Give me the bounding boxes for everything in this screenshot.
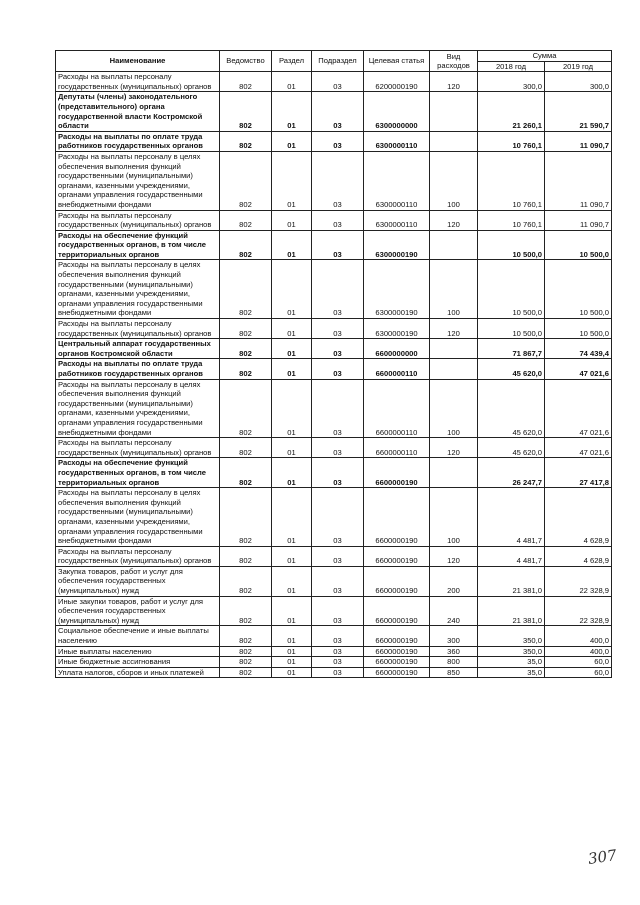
- cell-type: [430, 339, 478, 359]
- cell-target: 6600000190: [364, 626, 430, 646]
- cell-y2: 60,0: [545, 667, 612, 678]
- cell-target: 6600000190: [364, 646, 430, 657]
- cell-target: 6300000110: [364, 210, 430, 230]
- cell-y2: 22 328,9: [545, 596, 612, 626]
- cell-target: 6200000190: [364, 72, 430, 92]
- table-row: [56, 260, 612, 319]
- col-header-sum: Сумма: [478, 51, 612, 62]
- cell-y1: 45 620,0: [478, 379, 545, 438]
- cell-y2: 11 090,7: [545, 131, 612, 151]
- cell-name: Расходы на выплаты персоналу государственных (муниципальных) органов: [56, 210, 220, 230]
- cell-sec: 01: [272, 667, 312, 678]
- col-header-dept: Ведомство: [220, 51, 272, 72]
- cell-name: Расходы на выплаты по оплате труда работников государственных органов: [56, 131, 220, 151]
- cell-type: [430, 92, 478, 131]
- table-row: [56, 359, 612, 379]
- cell-name: Расходы на выплаты персоналу государственных (муниципальных) органов: [56, 546, 220, 566]
- page-number: 307: [586, 846, 618, 868]
- cell-sub: 03: [312, 210, 364, 230]
- cell-y2: 10 500,0: [545, 230, 612, 260]
- cell-sec: 01: [272, 210, 312, 230]
- cell-sub: 03: [312, 626, 364, 646]
- cell-target: 6300000000: [364, 92, 430, 131]
- cell-y1: 35,0: [478, 667, 545, 678]
- cell-y2: 21 590,7: [545, 92, 612, 131]
- cell-name: Иные выплаты населению: [56, 646, 220, 657]
- cell-sub: 03: [312, 260, 364, 319]
- cell-dept: 802: [220, 230, 272, 260]
- cell-dept: 802: [220, 260, 272, 319]
- cell-target: 6600000190: [364, 596, 430, 626]
- cell-name: Расходы на выплаты персоналу государственных (муниципальных) органов: [56, 319, 220, 339]
- cell-y1: 26 247,7: [478, 458, 545, 488]
- cell-type: 100: [430, 260, 478, 319]
- cell-y1: 300,0: [478, 72, 545, 92]
- cell-sub: 03: [312, 230, 364, 260]
- table-row: [56, 657, 612, 668]
- table-row: [56, 210, 612, 230]
- cell-dept: 802: [220, 92, 272, 131]
- cell-name: Иные закупки товаров, работ и услуг для обеспечения государственных (муниципальных) нужд: [56, 596, 220, 626]
- cell-type: 120: [430, 546, 478, 566]
- cell-dept: 802: [220, 626, 272, 646]
- cell-y2: 22 328,9: [545, 566, 612, 596]
- cell-type: 240: [430, 596, 478, 626]
- table-row: [56, 667, 612, 678]
- cell-y1: 350,0: [478, 626, 545, 646]
- cell-y1: 10 760,1: [478, 151, 545, 210]
- cell-sec: 01: [272, 72, 312, 92]
- cell-sec: 01: [272, 488, 312, 547]
- cell-type: [430, 230, 478, 260]
- cell-name: Иные бюджетные ассигнования: [56, 657, 220, 668]
- cell-type: 100: [430, 151, 478, 210]
- cell-y1: 350,0: [478, 646, 545, 657]
- cell-y2: 47 021,6: [545, 359, 612, 379]
- table-body: [56, 72, 612, 678]
- cell-y1: 35,0: [478, 657, 545, 668]
- table-row: [56, 339, 612, 359]
- cell-target: 6300000190: [364, 260, 430, 319]
- cell-name: Расходы на обеспечение функций государственных органов, в том числе территориальных органов: [56, 458, 220, 488]
- table-row: [56, 646, 612, 657]
- cell-type: 120: [430, 438, 478, 458]
- cell-sec: 01: [272, 92, 312, 131]
- cell-sub: 03: [312, 339, 364, 359]
- cell-target: 6300000190: [364, 319, 430, 339]
- cell-sec: 01: [272, 566, 312, 596]
- cell-y1: 21 260,1: [478, 92, 545, 131]
- col-header-year-2018: 2018 год: [478, 61, 545, 72]
- table-row: [56, 546, 612, 566]
- col-header-target: Целевая статья: [364, 51, 430, 72]
- cell-sec: 01: [272, 319, 312, 339]
- cell-dept: 802: [220, 566, 272, 596]
- table-row: [56, 566, 612, 596]
- cell-sub: 03: [312, 131, 364, 151]
- table-row: [56, 626, 612, 646]
- cell-dept: 802: [220, 488, 272, 547]
- header-row: [56, 51, 612, 62]
- cell-dept: 802: [220, 319, 272, 339]
- cell-y1: 4 481,7: [478, 488, 545, 547]
- cell-name: Расходы на выплаты персоналу государственных (муниципальных) органов: [56, 72, 220, 92]
- cell-target: 6600000190: [364, 546, 430, 566]
- cell-target: 6600000190: [364, 667, 430, 678]
- cell-target: 6300000110: [364, 131, 430, 151]
- cell-dept: 802: [220, 72, 272, 92]
- cell-sub: 03: [312, 657, 364, 668]
- cell-dept: 802: [220, 458, 272, 488]
- col-header-section: Раздел: [272, 51, 312, 72]
- col-header-name: Наименование: [56, 51, 220, 72]
- cell-y1: 10 760,1: [478, 131, 545, 151]
- cell-y1: 10 760,1: [478, 210, 545, 230]
- cell-y2: 400,0: [545, 626, 612, 646]
- cell-sec: 01: [272, 657, 312, 668]
- col-header-subsection: Подраздел: [312, 51, 364, 72]
- table-row: [56, 319, 612, 339]
- budget-table-container: [55, 50, 611, 678]
- cell-sub: 03: [312, 596, 364, 626]
- cell-sec: 01: [272, 379, 312, 438]
- cell-y1: 45 620,0: [478, 359, 545, 379]
- cell-type: 100: [430, 488, 478, 547]
- cell-sub: 03: [312, 546, 364, 566]
- cell-y1: 71 867,7: [478, 339, 545, 359]
- cell-target: 6600000000: [364, 339, 430, 359]
- cell-target: 6600000190: [364, 566, 430, 596]
- cell-y2: 74 439,4: [545, 339, 612, 359]
- cell-sec: 01: [272, 546, 312, 566]
- cell-target: 6600000110: [364, 438, 430, 458]
- cell-y2: 10 500,0: [545, 260, 612, 319]
- table-row: [56, 379, 612, 438]
- cell-target: 6300000110: [364, 151, 430, 210]
- table-row: [56, 72, 612, 92]
- cell-sec: 01: [272, 151, 312, 210]
- cell-target: 6600000190: [364, 488, 430, 547]
- cell-sub: 03: [312, 667, 364, 678]
- cell-name: Уплата налогов, сборов и иных платежей: [56, 667, 220, 678]
- cell-sec: 01: [272, 230, 312, 260]
- cell-name: Депутаты (члены) законодательного (представительного) органа государственной власти Костромской области: [56, 92, 220, 131]
- cell-dept: 802: [220, 438, 272, 458]
- cell-dept: 802: [220, 339, 272, 359]
- table-row: [56, 458, 612, 488]
- budget-table: [55, 50, 612, 678]
- cell-type: 800: [430, 657, 478, 668]
- cell-sec: 01: [272, 359, 312, 379]
- col-header-exptype: Вид расходов: [430, 51, 478, 72]
- cell-y2: 47 021,6: [545, 379, 612, 438]
- cell-type: 120: [430, 210, 478, 230]
- cell-y1: 45 620,0: [478, 438, 545, 458]
- cell-y2: 27 417,8: [545, 458, 612, 488]
- cell-sub: 03: [312, 566, 364, 596]
- cell-name: Расходы на выплаты персоналу в целях обеспечения выполнения функций государственными (муниципальными) органами, казенными учреждениями, органами управления государственными внебюджетными фондами: [56, 488, 220, 547]
- cell-sub: 03: [312, 458, 364, 488]
- cell-target: 6600000190: [364, 458, 430, 488]
- cell-sec: 01: [272, 596, 312, 626]
- cell-dept: 802: [220, 646, 272, 657]
- cell-dept: 802: [220, 596, 272, 626]
- cell-sub: 03: [312, 359, 364, 379]
- cell-sec: 01: [272, 626, 312, 646]
- cell-sub: 03: [312, 438, 364, 458]
- cell-y2: 4 628,9: [545, 488, 612, 547]
- cell-sub: 03: [312, 379, 364, 438]
- cell-dept: 802: [220, 131, 272, 151]
- cell-y1: 4 481,7: [478, 546, 545, 566]
- cell-y2: 300,0: [545, 72, 612, 92]
- cell-name: Социальное обеспечение и иные выплаты населению: [56, 626, 220, 646]
- cell-y2: 400,0: [545, 646, 612, 657]
- table-row: [56, 151, 612, 210]
- cell-type: 120: [430, 72, 478, 92]
- cell-name: Закупка товаров, работ и услуг для обеспечения государственных (муниципальных) нужд: [56, 566, 220, 596]
- cell-type: 200: [430, 566, 478, 596]
- cell-type: 120: [430, 319, 478, 339]
- cell-name: Расходы на выплаты персоналу в целях обеспечения выполнения функций государственными (муниципальными) органами, казенными учреждениями, органами управления государственными внебюджетными фондами: [56, 379, 220, 438]
- table-row: [56, 488, 612, 547]
- cell-y1: 10 500,0: [478, 319, 545, 339]
- cell-name: Расходы на выплаты персоналу государственных (муниципальных) органов: [56, 438, 220, 458]
- cell-y1: 10 500,0: [478, 230, 545, 260]
- cell-sub: 03: [312, 72, 364, 92]
- cell-dept: 802: [220, 667, 272, 678]
- cell-dept: 802: [220, 359, 272, 379]
- cell-sub: 03: [312, 488, 364, 547]
- table-row: [56, 92, 612, 131]
- cell-y2: 47 021,6: [545, 438, 612, 458]
- cell-type: 850: [430, 667, 478, 678]
- cell-name: Расходы на обеспечение функций государственных органов, в том числе территориальных органов: [56, 230, 220, 260]
- cell-y2: 10 500,0: [545, 319, 612, 339]
- table-row: [56, 438, 612, 458]
- cell-y2: 4 628,9: [545, 546, 612, 566]
- cell-type: [430, 359, 478, 379]
- table-row: [56, 131, 612, 151]
- cell-name: Расходы на выплаты по оплате труда работников государственных органов: [56, 359, 220, 379]
- cell-y2: 11 090,7: [545, 210, 612, 230]
- cell-y2: 60,0: [545, 657, 612, 668]
- cell-type: [430, 131, 478, 151]
- cell-dept: 802: [220, 546, 272, 566]
- cell-type: 360: [430, 646, 478, 657]
- cell-sec: 01: [272, 131, 312, 151]
- cell-sec: 01: [272, 438, 312, 458]
- cell-name: Центральный аппарат государственных органов Костромской области: [56, 339, 220, 359]
- cell-dept: 802: [220, 657, 272, 668]
- cell-target: 6600000110: [364, 379, 430, 438]
- cell-y1: 21 381,0: [478, 566, 545, 596]
- cell-name: Расходы на выплаты персоналу в целях обеспечения выполнения функций государственными (муниципальными) органами, казенными учреждениями, органами управления государственными внебюджетными фондами: [56, 260, 220, 319]
- cell-y2: 11 090,7: [545, 151, 612, 210]
- cell-sec: 01: [272, 260, 312, 319]
- cell-type: 100: [430, 379, 478, 438]
- col-header-year-2019: 2019 год: [545, 61, 612, 72]
- cell-type: [430, 458, 478, 488]
- cell-target: 6300000190: [364, 230, 430, 260]
- cell-dept: 802: [220, 151, 272, 210]
- cell-dept: 802: [220, 379, 272, 438]
- cell-sec: 01: [272, 339, 312, 359]
- cell-sec: 01: [272, 646, 312, 657]
- cell-target: 6600000190: [364, 657, 430, 668]
- cell-target: 6600000110: [364, 359, 430, 379]
- cell-sub: 03: [312, 319, 364, 339]
- cell-name: Расходы на выплаты персоналу в целях обеспечения выполнения функций государственными (муниципальными) органами, казенными учреждениями, органами управления государственными внебюджетными фондами: [56, 151, 220, 210]
- cell-sub: 03: [312, 92, 364, 131]
- cell-dept: 802: [220, 210, 272, 230]
- table-row: [56, 230, 612, 260]
- cell-sub: 03: [312, 646, 364, 657]
- cell-sec: 01: [272, 458, 312, 488]
- cell-y1: 21 381,0: [478, 596, 545, 626]
- cell-y1: 10 500,0: [478, 260, 545, 319]
- cell-sub: 03: [312, 151, 364, 210]
- cell-type: 300: [430, 626, 478, 646]
- table-row: [56, 596, 612, 626]
